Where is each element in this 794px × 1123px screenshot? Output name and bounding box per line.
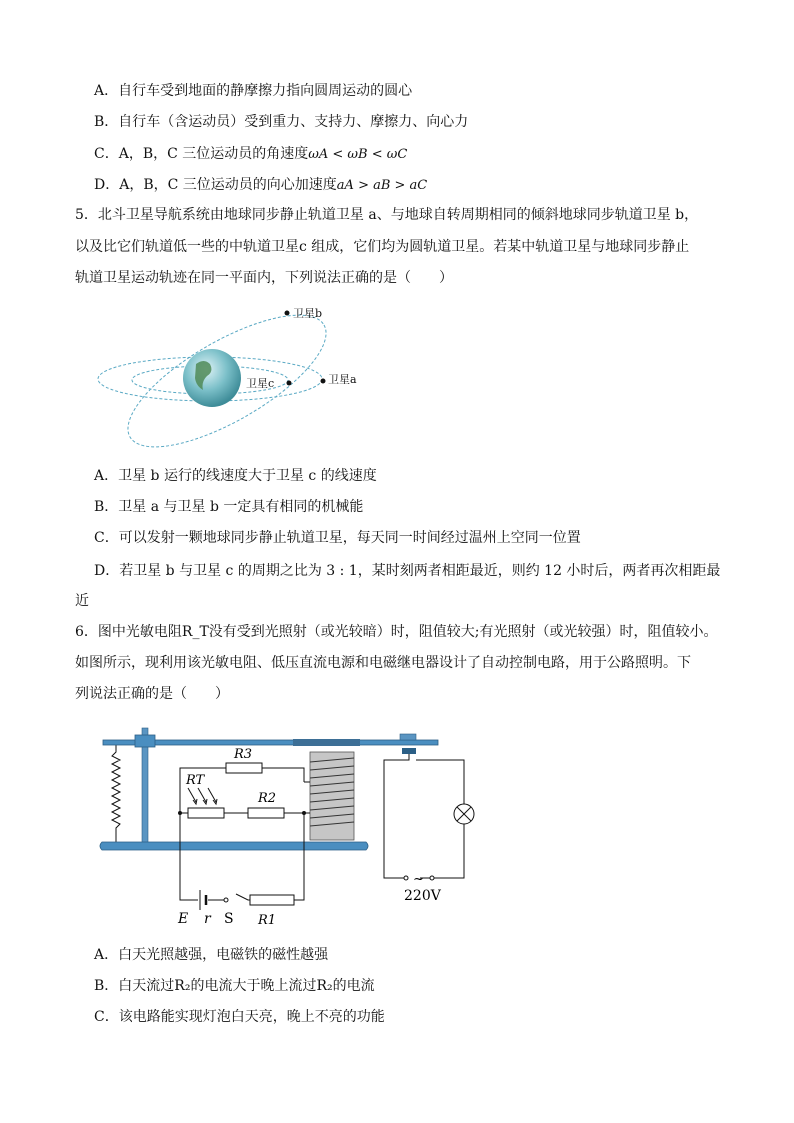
satellite-b-label: 卫星b bbox=[293, 307, 323, 320]
satellite-orbits-figure bbox=[90, 298, 390, 458]
ac-terminal-right bbox=[430, 876, 434, 880]
junction-left bbox=[178, 811, 182, 815]
q6-stem-line-3: 列说法正确的是（ ） bbox=[75, 686, 229, 702]
q5-stem-line-3: 轨道卫星运动轨迹在同一平面内，下列说法正确的是（ ） bbox=[75, 270, 453, 286]
resistor-r3 bbox=[226, 763, 262, 773]
q6-stem-line-1: 6．图中光敏电阻R_T没有受到光照射（或光较暗）时，阻值较大;有光照射（或光较强）时，阻值较小。 bbox=[75, 624, 718, 640]
q4-option-c-math: ωA < ωB < ωC bbox=[308, 147, 408, 162]
q4-option-a: A．自行车受到地面的静摩擦力指向圆周运动的圆心 bbox=[94, 83, 413, 99]
q4-option-d bbox=[94, 175, 427, 196]
label-ac-symbol: ~ bbox=[413, 872, 424, 887]
q5-option-c: C．可以发射一颗地球同步静止轨道卫星，每天同一时间经过温州上空同一位置 bbox=[94, 530, 581, 546]
q5-stem-line-1: 5．北斗卫星导航系统由地球同步静止轨道卫星 a、与地球自转周期相同的倾斜地球同步轨道卫星 b， bbox=[75, 207, 699, 223]
q4-option-d-text: D．A，B，C 三位运动员的向心加速度 bbox=[94, 177, 337, 193]
satellite-a-dot bbox=[321, 379, 326, 384]
ac-terminal-left bbox=[404, 876, 408, 880]
label-r: r bbox=[204, 911, 211, 927]
spring bbox=[112, 742, 120, 842]
label-voltage: 220V bbox=[404, 888, 441, 904]
q4-option-d-math: aA > aB > aC bbox=[336, 178, 428, 193]
label-r3: R3 bbox=[234, 747, 253, 762]
earth-globe bbox=[183, 349, 241, 407]
switch-terminal bbox=[224, 898, 228, 902]
q5-stem-line-2: 以及比它们轨道低一些的中轨道卫星c 组成，它们均为圆轨道卫星。若某中轨道卫星与地球同步静止 bbox=[75, 239, 690, 255]
photoresistor-rt bbox=[188, 808, 224, 818]
q5-option-d: D．若卫星 b 与卫星 c 的周期之比为 3 : 1，某时刻两者相距最近，则约 12 小时后，两者再次相距最 bbox=[94, 563, 721, 579]
q5-option-d-continuation: 近 bbox=[75, 593, 89, 609]
relay-circuit-figure bbox=[98, 718, 478, 930]
q5-option-b: B．卫星 a 与卫星 b 一定具有相同的机械能 bbox=[94, 499, 364, 515]
label-rt: RT bbox=[186, 773, 205, 788]
electromagnet-core bbox=[310, 752, 354, 840]
satellite-c-label: 卫星c bbox=[246, 377, 275, 390]
resistor-r1 bbox=[250, 895, 294, 905]
label-r1: R1 bbox=[258, 913, 277, 928]
q5-option-a: A．卫星 b 运行的线速度大于卫星 c 的线速度 bbox=[94, 468, 377, 484]
satellite-b-dot bbox=[285, 311, 290, 316]
label-e: E bbox=[178, 911, 189, 927]
resistor-r2 bbox=[248, 808, 284, 818]
base-plate bbox=[100, 842, 368, 850]
lamp-circuit-wires bbox=[384, 754, 464, 878]
q6-option-c: C．该电路能实现灯泡白天亮，晚上不亮的功能 bbox=[94, 1009, 385, 1025]
q4-option-b: B．自行车（含运动员）受到重力、支持力、摩擦力、向心力 bbox=[94, 114, 469, 130]
armature-iron-block bbox=[293, 739, 360, 746]
label-r2: R2 bbox=[258, 791, 277, 806]
fixed-contact bbox=[402, 748, 416, 754]
light-arrows-icon bbox=[188, 788, 217, 804]
q4-option-c bbox=[94, 144, 407, 165]
q4-option-c-text: C．A，B，C 三位运动员的角速度 bbox=[94, 146, 309, 162]
label-s: S bbox=[224, 911, 234, 927]
satellite-c-dot bbox=[287, 381, 292, 386]
moving-contact bbox=[400, 734, 416, 740]
satellite-a-label: 卫星a bbox=[328, 373, 357, 386]
q6-stem-line-2: 如图所示，现利用该光敏电阻、低压直流电源和电磁继电器设计了自动控制电路，用于公路照明。下 bbox=[75, 655, 691, 671]
q6-option-a: A．白天光照越强，电磁铁的磁性越强 bbox=[94, 947, 329, 963]
q6-option-b: B．白天流过R₂的电流大于晚上流过R₂的电流 bbox=[94, 978, 375, 994]
pivot-cross bbox=[135, 735, 155, 747]
junction-right bbox=[302, 811, 306, 815]
